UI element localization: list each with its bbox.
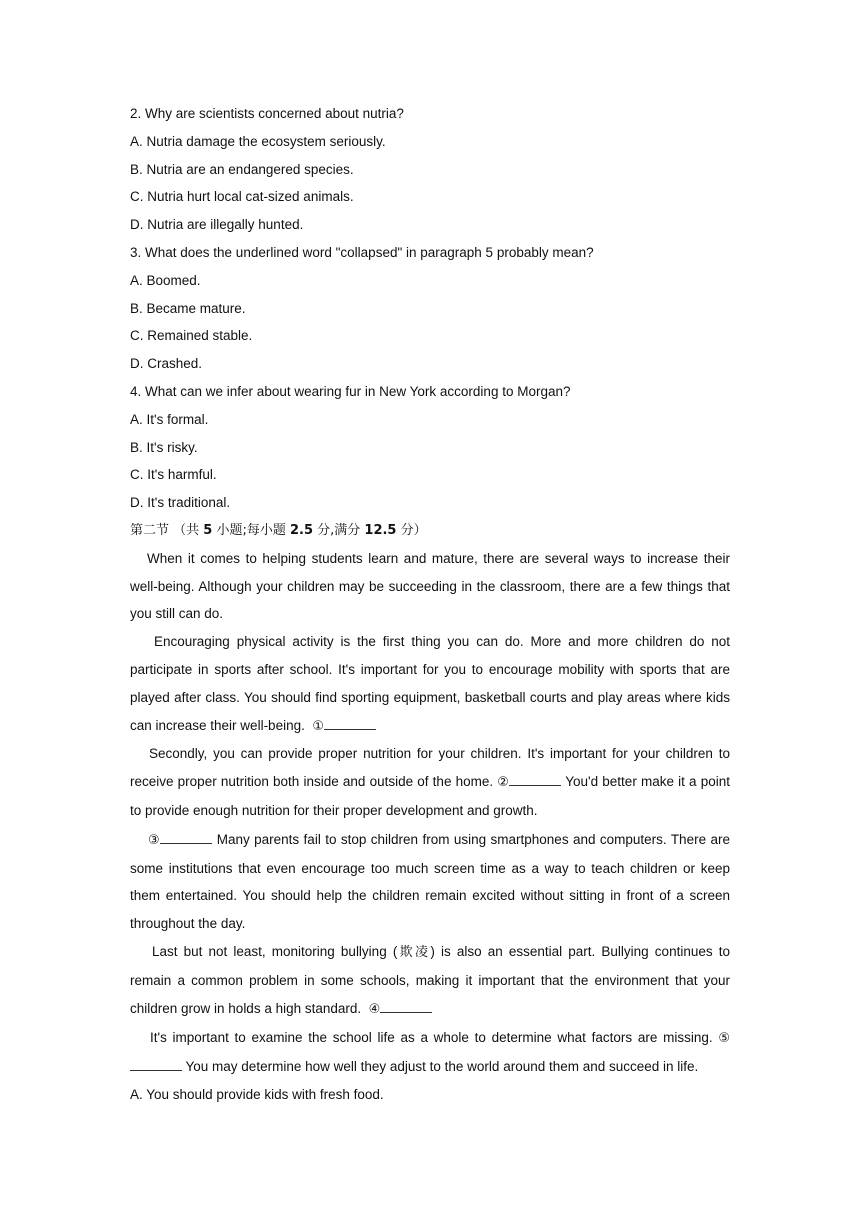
passage-paragraph-4: [130, 826, 730, 938]
answer-blank-4: [380, 998, 432, 1013]
section-title-b: 小题;每小题: [212, 522, 290, 538]
question-4-option-c: C. It's harmful.: [130, 467, 217, 483]
question-3-option-c: C. Remained stable.: [130, 328, 253, 344]
paragraph-5-text-a: Last but not least, monitoring bullying (: [152, 943, 398, 959]
blank-marker-1: ①: [312, 718, 325, 734]
question-3-option-a: A. Boomed.: [130, 272, 201, 288]
blank-marker-4: ④: [368, 1001, 381, 1017]
document-page: [130, 100, 730, 1109]
question-4-option-d: D. It's traditional.: [130, 495, 231, 511]
question-3-option-b: B. Became mature.: [130, 300, 246, 316]
passage-paragraph-3: [130, 740, 730, 824]
question-4-stem: 4. What can we infer about wearing fur in New York according to Morgan?: [130, 383, 571, 399]
section-num-questions: 5: [203, 522, 213, 538]
question-2-option-b: B. Nutria are an endangered species.: [130, 161, 354, 177]
question-3-option-d: D. Crashed.: [130, 356, 203, 372]
blank-marker-3: ③: [148, 832, 161, 848]
section-title-a: 第二节 （共: [130, 522, 204, 538]
passage-paragraph-5: [130, 938, 730, 1023]
answer-blank-1: [324, 715, 376, 730]
answer-blank-3: [160, 829, 212, 844]
passage-paragraph-1: When it comes to helping students learn and mature, there are several ways to increase their well-being. Although your children may be succeeding in the classroom, there are a few things that you still can do.: [130, 550, 730, 622]
chinese-gloss-bullying: 欺凌: [397, 944, 431, 960]
paragraph-2-text: Encouraging physical activity is the first thing you can do. More and more children do not participate in sports after school. It's important for you to encourage mobility with sports that are played after class. You should find sporting equipment, basketball courts and play areas where kids can increase their well-being.: [130, 634, 730, 733]
passage-paragraph-2: [130, 628, 730, 740]
answer-blank-5: [130, 1056, 182, 1071]
blank-marker-5: ⑤: [718, 1031, 730, 1047]
section-heading: [130, 517, 730, 545]
question-4-option-b: B. It's risky.: [130, 439, 198, 455]
paragraph-3-text-b: You'd better make it a point to provide enough nutrition for their proper development and growth.: [130, 774, 730, 818]
question-2-option-a: A. Nutria damage the ecosystem seriously.: [130, 133, 386, 149]
paragraph-6-text-a: It's important to examine the school life as a whole to determine what factors are missing.: [150, 1030, 713, 1046]
answer-blank-2: [509, 771, 561, 786]
passage-paragraph-6: [130, 1024, 730, 1081]
section-per-score: 2.5: [289, 522, 313, 538]
question-2-option-c: C. Nutria hurt local cat-sized animals.: [130, 189, 354, 205]
paragraph-5-text-b: ) is also an essential part. Bullying continues to remain a common problem in some schools, making it important that the environment that your children grow in holds a high standard.: [130, 943, 730, 1016]
answer-option-a: A. You should provide kids with fresh food.: [130, 1086, 384, 1102]
question-3-stem: 3. What does the underlined word "collapsed" in paragraph 5 probably mean?: [130, 244, 594, 260]
section-total-score: 12.5: [364, 522, 397, 538]
section-title-c: 分,满分: [313, 522, 365, 538]
paragraph-3-text-a: Secondly, you can provide proper nutrition for your children. It's important for your children to receive proper nutrition both inside and outside of the home.: [130, 746, 730, 790]
paragraph-4-text: Many parents fail to stop children from using smartphones and computers. There are some institutions that even encourage too much screen time as a way to teach children or keep them entertained. You should help the children remain excited without sitting in front of a screen throughout the day.: [130, 831, 730, 932]
question-4-option-a: A. It's formal.: [130, 411, 209, 427]
blank-marker-2: ②: [497, 775, 510, 791]
paragraph-6-text-b: You may determine how well they adjust to the world around them and succeed in life.: [185, 1059, 699, 1075]
question-2-option-d: D. Nutria are illegally hunted.: [130, 217, 304, 233]
section-title-d: 分）: [396, 522, 427, 538]
question-2-stem: 2. Why are scientists concerned about nutria?: [130, 106, 404, 121]
